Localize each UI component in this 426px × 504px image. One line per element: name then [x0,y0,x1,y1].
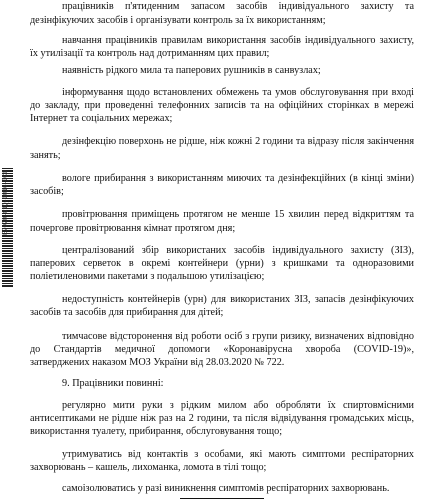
paragraph-line: працівників п'ятиденним запасом засобів індивідуального захисту та [62,0,414,12]
paragraph-line: утримуватись від контактів з особами, які мають симптоми респіраторних [62,448,414,460]
paragraph-line: засобів та засобів для прибирання для дітей; [30,307,224,319]
paragraph-line: дезінфекцію поверхонь не рідше, ніж кожні 2 години та відразу після закінчення [62,135,414,147]
paragraph-line: централізований збір використаних засобів індивідуального захисту (ЗІЗ), [62,245,414,257]
paragraph-line: антисептиками не рідше ніж раз на 2 години, та після відвідування громадських місць, [30,413,414,425]
signature-line [180,498,264,499]
paragraph-line: Інтернет та соціальних мережах; [30,113,173,125]
paragraph-line: їх утилізації та контроль над дотриманням цих правил; [30,48,270,60]
paragraph-line: тимчасове відсторонення від роботи осіб з групи ризику, визначених відповідно [62,330,414,342]
paragraph-line: до закладу, при проведенні телефонних записів та на офіційних сторінках в мережі [30,100,414,112]
paragraph-line: провітрювання приміщень протягом не менше 15 хвилин перед відкриттям та [62,209,414,220]
paragraph-line: захворювань – кашель, лихоманка, ломота в тілі тощо; [30,461,267,473]
paragraph-line: інформування щодо встановлених обмежень та умов обслуговування при вході [62,87,414,99]
paragraph-line: наявність рідкого мила та паперових рушників в санвузлах; [62,65,321,76]
paragraph-line: паперових серветок в окремі контейнери (урни) з кришками та одноразовими [30,258,414,270]
paragraph-line: засобів; [30,185,64,197]
paragraph-line: недоступність контейнерів (урн) для використаних ЗІЗ, запасів дезінфікуючих [62,294,414,306]
paragraph-line: самоізолюватись у разі виникнення симптомів респіраторних захворювань. [62,483,390,494]
paragraph-line: навчання працівників правилам використання засобів індивідуального захисту, [62,35,414,47]
paragraph-line: до Стандартів медичної допомоги «Коронавірусна хвороба (COVID-19)», [30,343,414,355]
section-heading: 9. Працівники повинні: [62,378,164,389]
paragraph-line: регулярно мити руки з рідким милом або обробляти їх спиртовмісними [62,400,414,412]
barcode-number: E2020-81Q-0016-DC0 [2,170,9,235]
paragraph-line: занять; [30,149,61,161]
paragraph-line: поліетиленовими пакетами з подальшою утилізацією; [30,271,265,283]
paragraph-line: вологе прибирання з використанням миючих та дезінфекційних (в кінці зміни) [62,172,414,184]
paragraph-line: використання туалету, прибирання, обслуговування тощо; [30,426,283,438]
paragraph-line: дезінфікуючих засобів і організувати контроль за їх використанням; [30,14,326,26]
paragraph-line: почергове провітрювання кімнат протягом дня; [30,222,236,234]
paragraph-line: затверджених наказом МОЗ України від 28.03.2020 № 722. [30,356,285,368]
